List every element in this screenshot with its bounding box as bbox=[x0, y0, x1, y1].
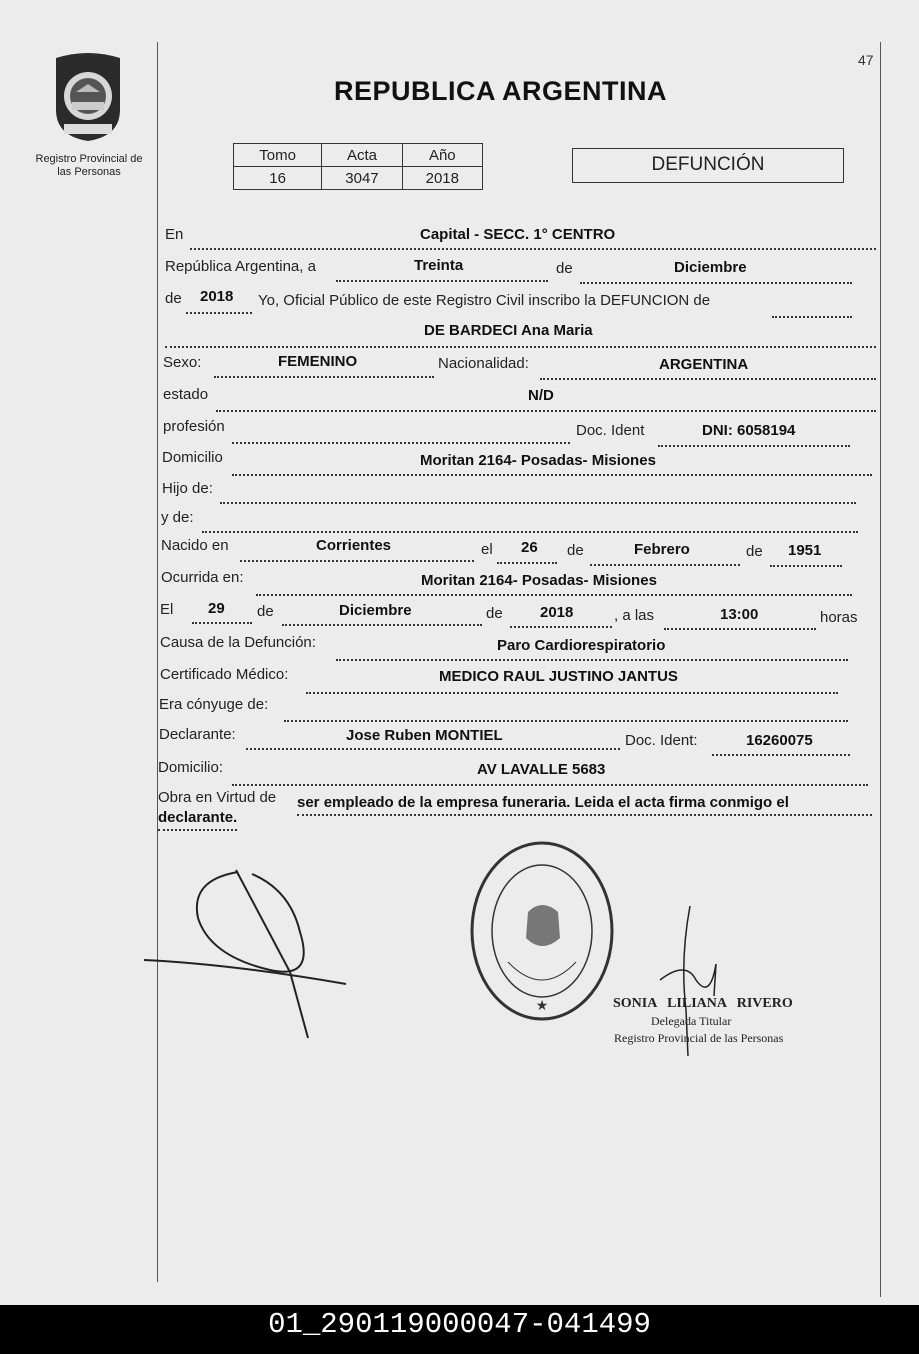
label-doc-ident: Doc. Ident bbox=[576, 422, 645, 439]
logo-caption-line2: las Personas bbox=[57, 166, 121, 178]
value-deceased-name: DE BARDECI Ana Maria bbox=[424, 322, 593, 339]
value-obra-line2 bbox=[158, 809, 237, 831]
label-domicilio-declarante: Domicilio: bbox=[158, 759, 224, 776]
page-number: 47 bbox=[858, 52, 874, 68]
label-republica: República Argentina, a bbox=[165, 258, 316, 275]
label-fecha-de2: de bbox=[486, 605, 503, 622]
registry-table bbox=[233, 143, 483, 190]
value-nacido-en: Corrientes bbox=[316, 537, 392, 554]
field-y-de-line bbox=[202, 513, 858, 533]
label-obra: Obra en Virtud de bbox=[158, 789, 277, 806]
header-anio: Año bbox=[402, 144, 482, 167]
label-sexo: Sexo: bbox=[163, 354, 202, 371]
label-nacido-en: Nacido en bbox=[161, 537, 229, 554]
label-de-year: de bbox=[165, 290, 182, 307]
text-inscribo: Yo, Oficial Público de este Registro Civil inscribo la DEFUNCION de bbox=[258, 292, 711, 309]
label-fecha-de1: de bbox=[257, 603, 274, 620]
value-hour: 13:00 bbox=[720, 606, 759, 623]
value-estado: N/D bbox=[528, 387, 554, 404]
value-causa: Paro Cardiorespiratorio bbox=[497, 637, 666, 654]
value-domicilio-declarante: AV LAVALLE 5683 bbox=[477, 761, 606, 778]
label-nacido-el: el bbox=[481, 541, 493, 558]
value-nacido-year: 1951 bbox=[788, 542, 822, 559]
value-declarante: Jose Ruben MONTIEL bbox=[346, 727, 503, 744]
value-declarante-doc: 16260075 bbox=[746, 732, 813, 749]
value-domicilio: Moritan 2164- Posadas- Misiones bbox=[420, 452, 656, 469]
declarant-signature bbox=[140, 860, 360, 1040]
value-ocurrida: Moritan 2164- Posadas- Misiones bbox=[421, 572, 657, 589]
registry-value-row bbox=[234, 167, 483, 190]
logo-caption bbox=[22, 153, 156, 179]
label-causa: Causa de la Defunción: bbox=[160, 634, 316, 651]
label-ocurrida: Ocurrida en: bbox=[161, 569, 244, 586]
value-nacionalidad: ARGENTINA bbox=[659, 356, 749, 373]
page-title: REPUBLICA ARGENTINA bbox=[334, 76, 667, 106]
value-nacido-month: Febrero bbox=[634, 541, 690, 558]
left-margin-line bbox=[157, 42, 158, 1282]
province-logo bbox=[46, 48, 130, 143]
header-tomo: Tomo bbox=[234, 144, 322, 167]
document-type-box: DEFUNCIÓN bbox=[572, 148, 844, 183]
value-month: Diciembre bbox=[674, 259, 747, 276]
value-nacido-day: 26 bbox=[521, 539, 538, 556]
value-acta: 3047 bbox=[322, 167, 402, 190]
label-nacido-de2: de bbox=[746, 543, 763, 560]
value-fecha-year: 2018 bbox=[540, 604, 574, 621]
label-nacionalidad: Nacionalidad: bbox=[438, 355, 529, 372]
label-hijo-de: Hijo de: bbox=[162, 480, 213, 497]
right-margin-line bbox=[880, 42, 881, 1297]
label-horas: horas bbox=[820, 609, 858, 626]
value-anio: 2018 bbox=[402, 167, 482, 190]
header-acta: Acta bbox=[322, 144, 402, 167]
value-tomo: 16 bbox=[234, 167, 322, 190]
footer-code: 01_290119000047-041499 bbox=[268, 1308, 651, 1341]
value-obra-text2: declarante. bbox=[158, 809, 238, 826]
field-conyuge-line bbox=[284, 702, 848, 722]
label-estado: estado bbox=[163, 386, 209, 403]
label-declarante: Declarante: bbox=[159, 726, 236, 743]
label-domicilio: Domicilio bbox=[162, 449, 223, 466]
official-org: Registro Provincial de las Personas bbox=[614, 1031, 784, 1045]
label-declarante-doc: Doc. Ident: bbox=[625, 732, 698, 749]
value-fecha-month: Diciembre bbox=[339, 602, 412, 619]
field-inscribo-end-line bbox=[772, 298, 852, 318]
footer-bar bbox=[0, 1305, 919, 1354]
official-stamp bbox=[468, 838, 616, 1024]
logo-caption-line1: Registro Provincial de bbox=[35, 153, 143, 165]
value-certificado: MEDICO RAUL JUSTINO JANTUS bbox=[439, 668, 678, 685]
field-profesion-line bbox=[232, 424, 570, 444]
official-name: SONIA LILIANA RIVERO bbox=[613, 996, 793, 1011]
label-a-las: , a las bbox=[614, 607, 655, 624]
registry-header-row bbox=[234, 144, 483, 167]
label-y-de: y de: bbox=[161, 509, 194, 526]
svg-text:★: ★ bbox=[535, 997, 549, 1013]
label-conyuge: Era cónyuge de: bbox=[159, 696, 269, 713]
value-sexo: FEMENINO bbox=[278, 353, 358, 370]
label-en: En bbox=[165, 226, 184, 243]
value-obra bbox=[297, 794, 872, 816]
value-dni: DNI: 6058194 bbox=[702, 422, 796, 439]
label-de-month: de bbox=[556, 260, 573, 277]
label-profesion: profesión bbox=[163, 418, 225, 435]
label-nacido-de1: de bbox=[567, 542, 584, 559]
value-en: Capital - SECC. 1° CENTRO bbox=[420, 226, 616, 243]
label-el: El bbox=[160, 601, 174, 618]
field-hijo-de-line bbox=[220, 484, 856, 504]
label-certificado: Certificado Médico: bbox=[160, 666, 289, 683]
value-fecha-day: 29 bbox=[208, 600, 225, 617]
value-obra-text: ser empleado de la empresa funeraria. Leida el acta firma conmigo el bbox=[297, 794, 789, 811]
official-role: Delegada Titular bbox=[651, 1014, 732, 1028]
value-year: 2018 bbox=[200, 288, 234, 305]
value-day-word: Treinta bbox=[414, 257, 464, 274]
